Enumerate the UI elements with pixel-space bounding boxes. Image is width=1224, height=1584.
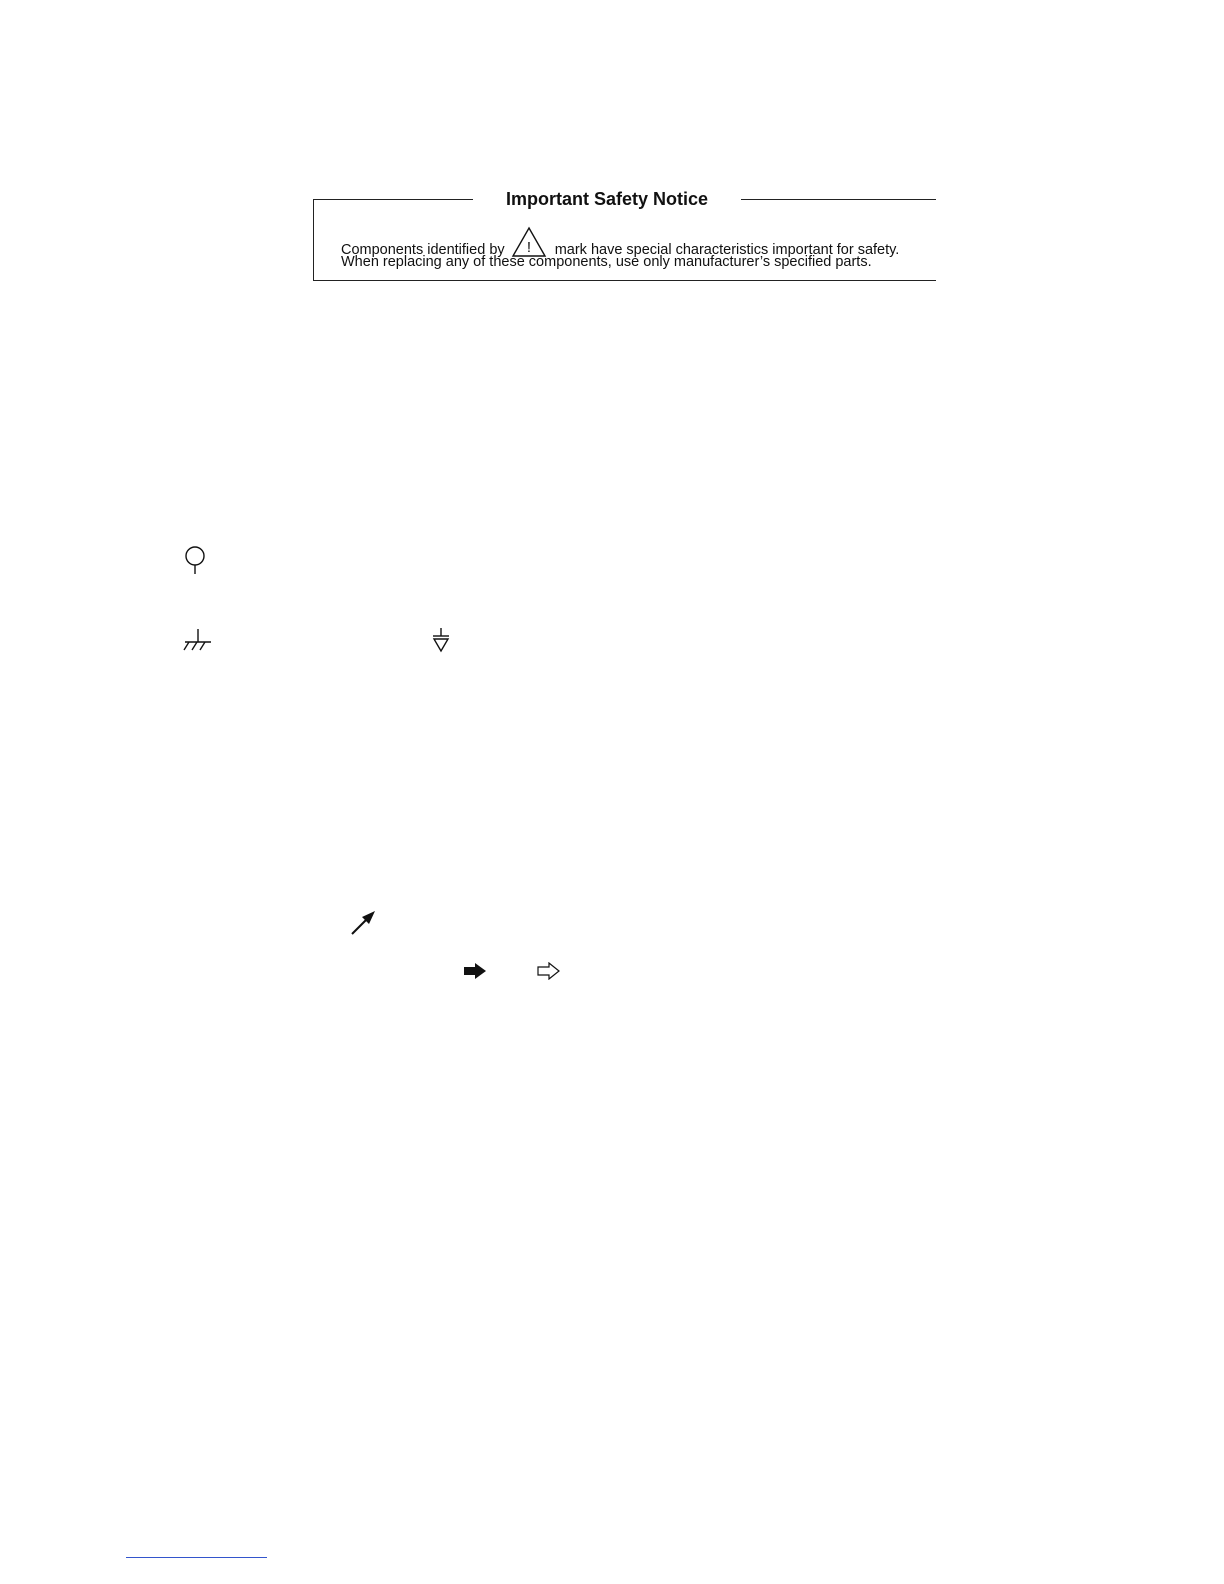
- safety-notice-title: Important Safety Notice: [473, 186, 741, 212]
- earth-ground-icon: [430, 627, 454, 655]
- warning-mark-glyph: !: [526, 239, 531, 256]
- solid-arrow-icon: [462, 962, 488, 980]
- adjustment-arrow-icon: [348, 908, 378, 938]
- test-point-icon: [183, 545, 207, 577]
- safety-notice-line-1-before: Components identified by: [341, 242, 505, 258]
- footer-rule: [126, 1557, 267, 1558]
- safety-notice-line-2: When replacing any of these components, use only manufacturer’s specified parts.: [341, 254, 872, 270]
- safety-notice-line-1-after: mark have special characteristics important for safety.: [554, 242, 900, 258]
- chassis-ground-icon: [180, 628, 214, 654]
- outline-arrow-icon: [536, 962, 562, 980]
